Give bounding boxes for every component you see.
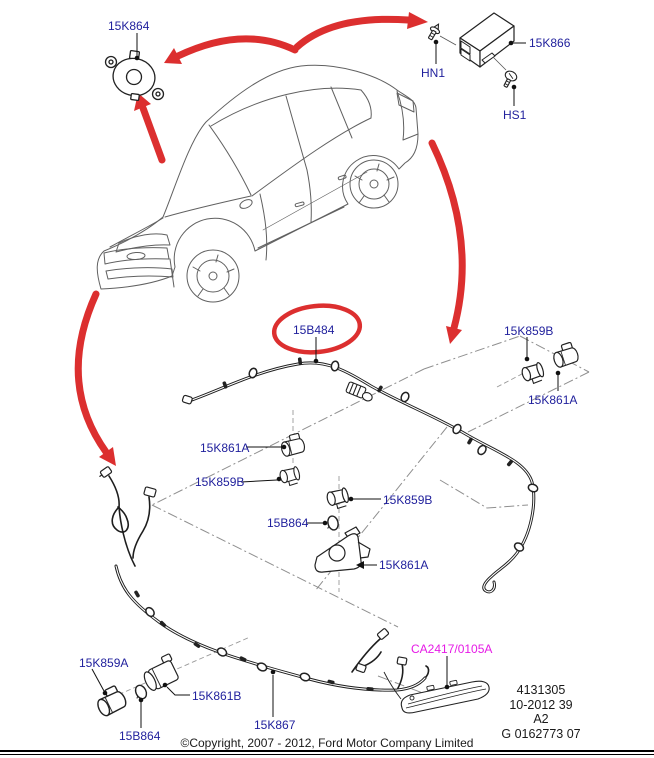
part-label-15k859b-mid-left: 15K859B (195, 475, 245, 489)
car-hood-seam (110, 218, 163, 247)
info-line-rev: A2 (533, 712, 549, 727)
lower-harness-15K867 (97, 466, 428, 691)
part-label-15b484: 15B484 (293, 323, 335, 337)
part-label-15k861b: 15K861B (192, 689, 242, 703)
car-lower-intake (106, 268, 173, 279)
car-sill-line (258, 207, 344, 248)
car-b-pillar (286, 96, 307, 170)
info-line-code: G 0162773 07 (501, 726, 581, 741)
info-line-date: 10-2012 39 (509, 697, 573, 712)
red-arrow-from-car-up (143, 108, 162, 160)
part-sensors (93, 341, 580, 717)
part-label-15b864-mid: 15B864 (267, 516, 309, 530)
car-grille (104, 248, 169, 264)
car-door-seam-rear (307, 170, 311, 222)
sensor-15K861A-mid (279, 432, 306, 457)
sensor-15K861B (139, 654, 181, 693)
car-c-pillar (361, 90, 371, 118)
retainer-15K859B-top-right (520, 362, 546, 386)
part-label-15b864-bottom: 15B864 (119, 729, 161, 743)
car-mirror (239, 198, 254, 210)
red-arrow-to-lower-harness (78, 294, 106, 452)
red-arrow-to-buzzer (178, 39, 295, 56)
car-door-seam-front (260, 194, 267, 260)
copyright-text: ©Copyright, 2007 - 2012, Ford Motor Company Limited (180, 736, 474, 750)
car-door-handle-rear (338, 175, 347, 180)
harness-connectors (97, 466, 407, 673)
red-arrow-to-module (297, 19, 408, 47)
leader-dots (103, 40, 561, 703)
car-windshield (209, 125, 251, 195)
car-rear-door-pillar (331, 87, 352, 138)
part-reflector-CA2417 (384, 672, 489, 713)
part-label-hs1: HS1 (503, 108, 527, 122)
car-door-handle-front (295, 202, 304, 207)
car-rear-wheel (350, 160, 398, 208)
part-label-15k859b-top-right: 15K859B (504, 324, 554, 338)
part-label-15k867: 15K867 (254, 718, 296, 732)
part-label-ca2417-0105a: CA2417/0105A (411, 642, 493, 656)
red-arrowhead (407, 12, 428, 29)
car-beltline (252, 118, 371, 196)
part-module-15K866 (460, 13, 514, 67)
part-label-15k864: 15K864 (108, 19, 150, 33)
sensor-15K861A-right (550, 341, 579, 368)
retainer-15K859B-mid-right (326, 487, 351, 510)
harness-end-connector (182, 395, 193, 404)
car-glass-top (211, 88, 361, 126)
part-label-hn1: HN1 (421, 66, 446, 80)
info-line-number: 4131305 (516, 683, 566, 697)
part-label-15k861a-right: 15K861A (528, 393, 578, 407)
car-cowl-line (165, 196, 251, 217)
part-label-15k866: 15K866 (529, 36, 571, 50)
part-buzzer-15K864 (106, 50, 164, 100)
part-label-15k859b-mid-right: 15K859B (383, 493, 433, 507)
part-screw-HN1 (426, 22, 443, 42)
red-arrow-to-upper-harness (432, 143, 462, 328)
part-label-15k859a: 15K859A (79, 656, 129, 670)
car-front-wheel (187, 250, 239, 302)
part-label-15k861a-mid-left: 15K861A (200, 441, 250, 455)
footer-rule-bottom (0, 754, 654, 755)
sensor-15K859A (93, 684, 128, 717)
retainer-15K859B-mid-left (279, 466, 302, 487)
part-label-15k861a-mid-right: 15K861A (379, 558, 429, 572)
footer-rule-top (0, 750, 654, 752)
info-block (476, 683, 606, 741)
red-arrowhead (446, 326, 462, 344)
